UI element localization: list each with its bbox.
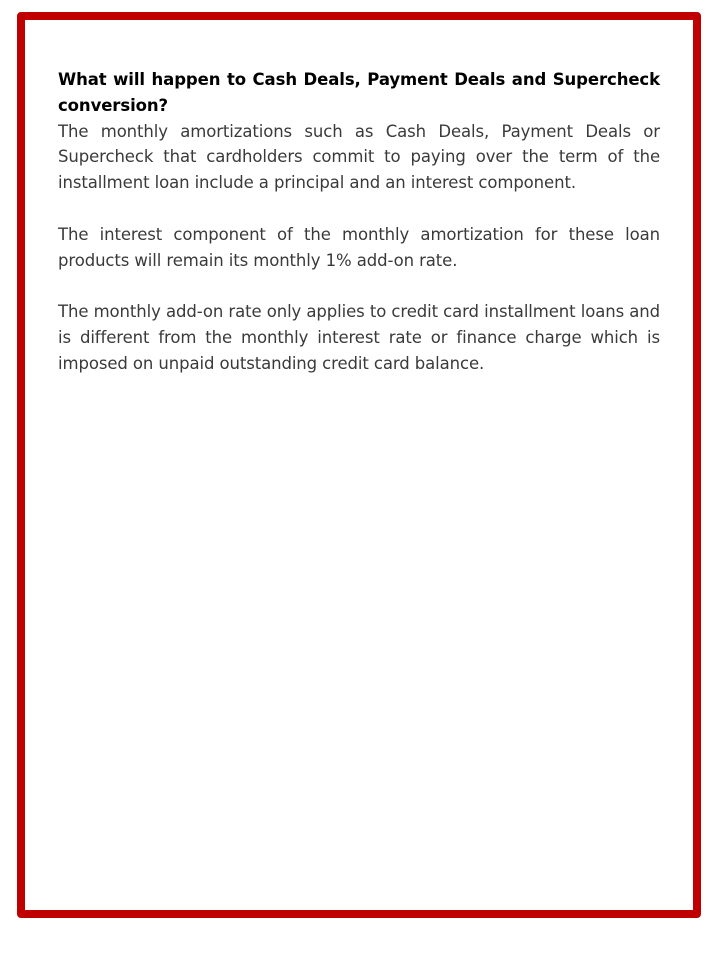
paragraph-interest-rate: The interest component of the monthly amortization for these loan products will remain its monthly 1% add-on rate. xyxy=(58,224,660,270)
paragraph-spacer xyxy=(58,273,660,299)
paragraph-spacer xyxy=(58,196,660,222)
document-content xyxy=(58,67,660,377)
paragraph-add-on-rate: The monthly add-on rate only applies to credit card installment loans and is different from the monthly interest rate or finance charge which is imposed on unpaid outstanding credit card balance. xyxy=(58,302,660,373)
document-heading: What will happen to Cash Deals, Payment Deals and Supercheck conversion? xyxy=(58,70,660,115)
paragraph-amortization-components: The monthly amortizations such as Cash Deals, Payment Deals or Supercheck that cardholders commit to paying over the term of the installment loan include a principal and an interest component. xyxy=(58,121,660,193)
